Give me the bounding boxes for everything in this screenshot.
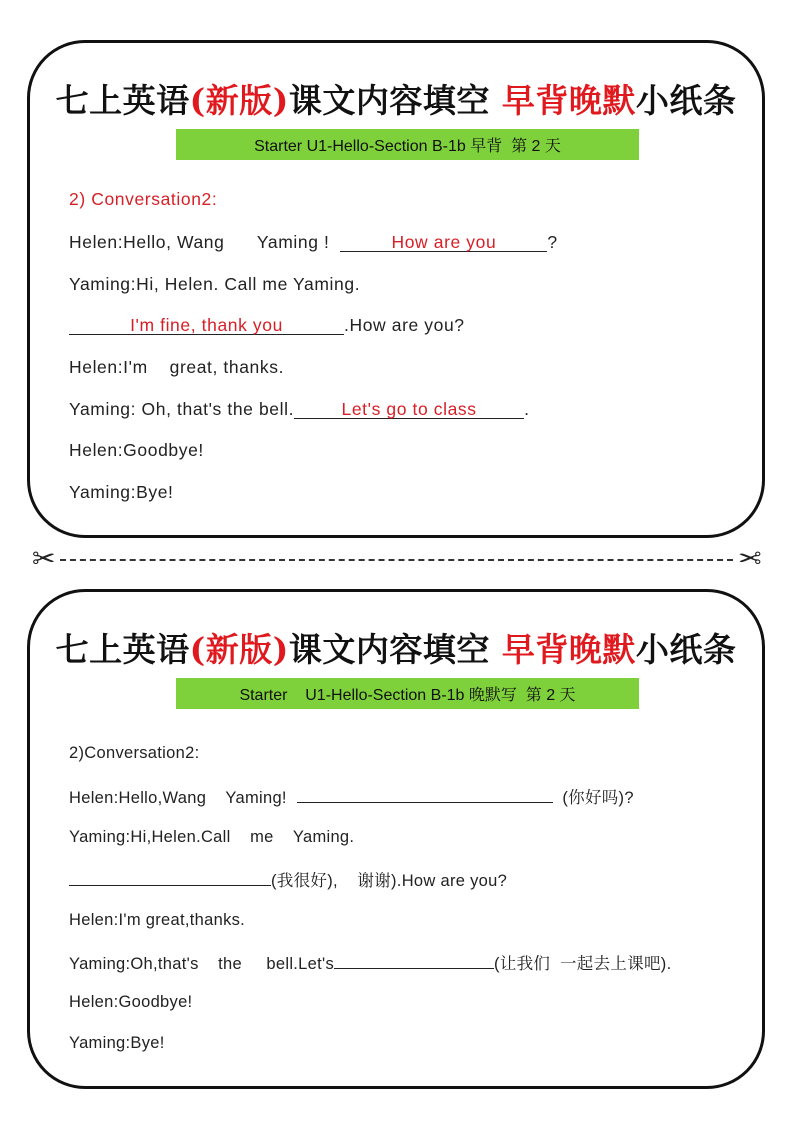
morning-recite-card [27,40,765,538]
section-banner: Starter U1-Hello-Section B-1b 晚默写 第 2 天 [176,678,639,709]
answer-blank: How are you [340,233,547,252]
evening-dictation-card [27,589,765,1089]
dialogue-line: Yaming:Hi,Helen.Call me Yaming. [69,828,355,846]
dialogue-line: Yaming:Oh,that's the bell.Let's (让我们 一起去上课吧). [69,950,742,975]
answer-blank[interactable] [69,867,271,886]
dialogue-line: Helen:Goodbye! [69,440,204,460]
cut-line-divider [60,559,733,561]
answer-blank[interactable] [334,950,494,969]
dialogue-line: Helen:Hello,Wang Yaming! (你好吗)? [69,784,742,809]
dialogue-line: Helen:Hello, Wang Yaming ! How are you ? [69,232,558,252]
page-title: 七上英语(新版)课文内容填空 早背晚默小纸条 [55,81,737,120]
conversation-heading: 2) Conversation2: [69,189,218,209]
page-title: 七上英语(新版)课文内容填空 早背晚默小纸条 [55,630,737,669]
answer-blank[interactable] [297,784,553,803]
dialogue-line: (我很好), 谢谢).How are you? [69,867,742,892]
conversation-heading: 2)Conversation2: [69,744,200,762]
scissors-icon: ✂ [32,542,56,575]
dialogue-line: Helen:I'm great, thanks. [69,357,285,377]
answer-blank: I'm fine, thank you [69,316,344,335]
dialogue-line: Helen:I'm great,thanks. [69,911,246,929]
section-banner: Starter U1-Hello-Section B-1b 早背 第 2 天 [176,129,639,160]
dialogue-line: Yaming:Bye! [69,482,174,502]
dialogue-line: Yaming: Oh, that's the bell. Let's go to class . [69,399,530,419]
dialogue-line: Yaming:Hi, Helen. Call me Yaming. [69,274,361,294]
dialogue-line: Helen:Goodbye! [69,993,193,1011]
dialogue-line: I'm fine, thank you .How are you? [69,314,742,336]
answer-blank: Let's go to class [294,400,524,419]
dialogue-line: Yaming:Bye! [69,1034,165,1052]
scissors-icon: ✂ [737,542,761,575]
